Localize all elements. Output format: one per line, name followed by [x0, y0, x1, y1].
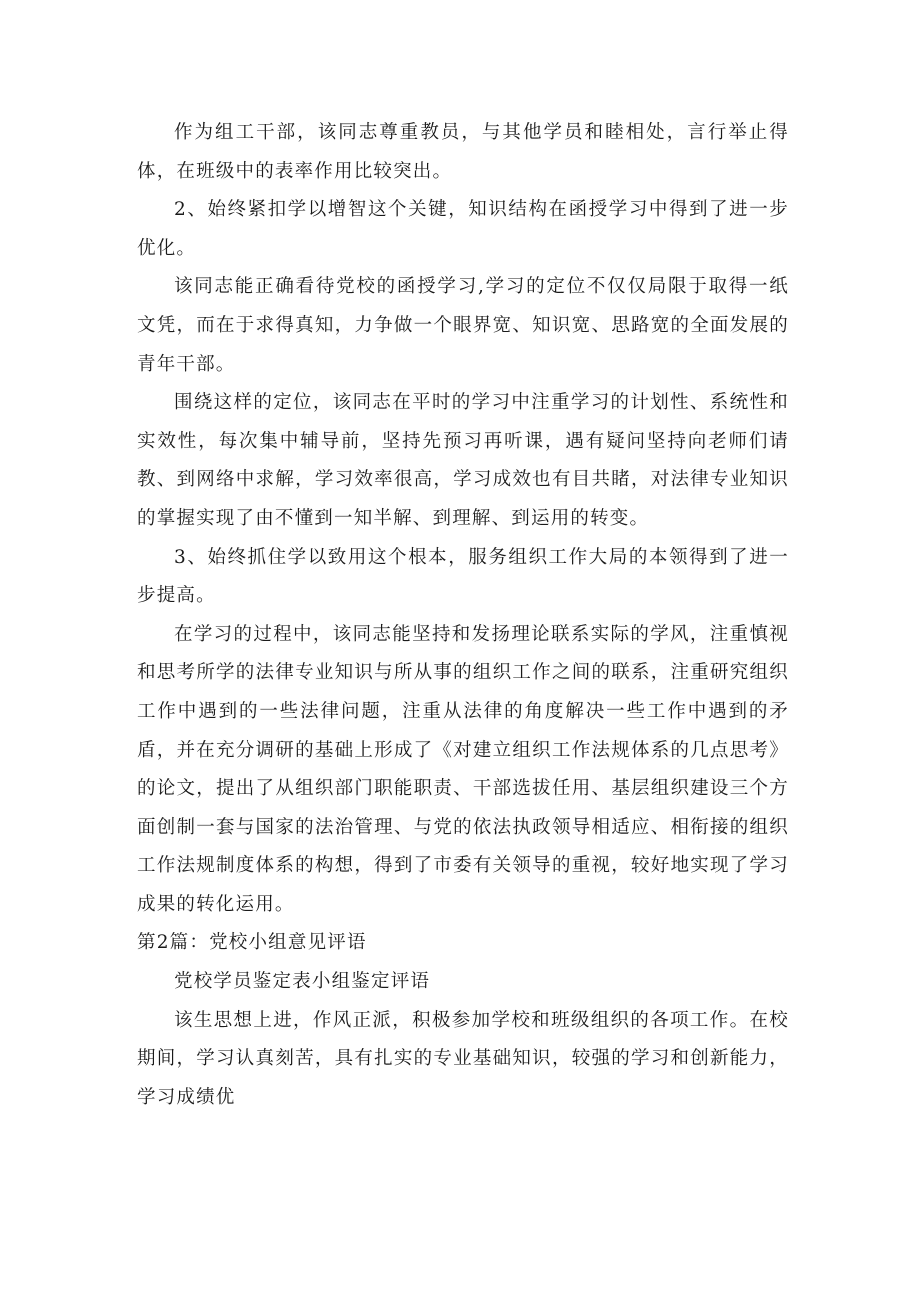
sub-heading: 党校学员鉴定表小组鉴定评语 [174, 971, 431, 993]
paragraph-student-evaluation: 该生思想上进，作风正派，积极参加学校和班级组织的各项工作。在校期间，学习认真刻苦，具有扎实的专业基础知识，较强的学习和创新能力，学习成绩优 [137, 1009, 789, 1108]
paragraph-study-method: 围绕这样的定位，该同志在平时的学习中注重学习的计划性、系统性和实效性，每次集中辅导前，坚持先预习再听课，遇有疑问坚持向老师们请教、到网络中求解，学习效率很高，学习成效也有目共睹，对法律专业知识的掌握实现了由不懂到一知半解、到理解、到运用的转变。 [137, 392, 789, 529]
paragraph-role-model: 作为组工干部，该同志尊重教员，与其他学员和睦相处，言行举止得体，在班级中的表率作用比较突出。 [137, 122, 789, 182]
paragraph-study-positioning: 该同志能正确看待党校的函授学习,学习的定位不仅仅局限于取得一纸文凭，而在于求得真知，力争做一个眼界宽、知识宽、思路宽的全面发展的青年干部。 [137, 276, 789, 375]
document-body [137, 114, 789, 1117]
paragraph-point-3: 3、始终抓住学以致用这个根本，服务组织工作大局的本领得到了进一步提高。 [137, 546, 789, 607]
paragraph-practice: 在学习的过程中，该同志能坚持和发扬理论联系实际的学风，注重慎视和思考所学的法律专业知识与所从事的组织工作之间的联系，注重研究组织工作中遇到的一些法律问题，注重从法律的角度解决一些工作中遇到的矛盾，并在充分调研的基础上形成了《对建立组织工作法规体系的几点思考》的论文，提出了从组织部门职能职责、干部选拔任用、基层组织建设三个方面创制一套与国家的法治管理、与党的依法执政领导相适应、相衔接的组织工作法规制度体系的构想，得到了市委有关领导的重视，较好地实现了学习成果的转化运用。 [137, 623, 789, 915]
section-heading: 第2篇：党校小组意见评语 [137, 932, 367, 954]
paragraph-point-2: 2、始终紧扣学以增智这个关键，知识结构在函授学习中得到了进一步优化。 [137, 199, 789, 259]
